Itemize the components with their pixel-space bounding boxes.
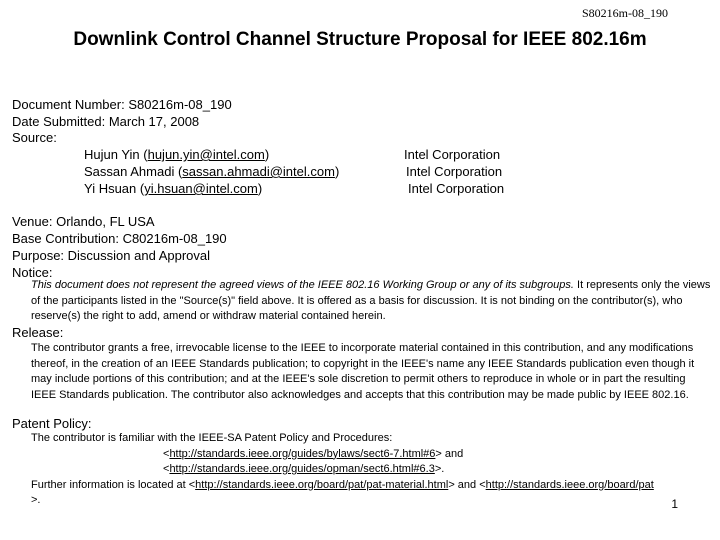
- author-3: [84, 180, 262, 197]
- notice-italic: This document does not represent the agreed views of the IEEE 802.16 Working Group or any of its subgroups.: [31, 279, 574, 291]
- link1-close: > and: [435, 447, 464, 460]
- author-1: [84, 146, 269, 163]
- notice-label: Notice:: [12, 265, 53, 280]
- author-3-name: Yi Hsuan (: [84, 181, 145, 196]
- patent-label: Patent Policy:: [12, 416, 92, 431]
- bylaws-link[interactable]: http://standards.ieee.org/guides/bylaws/sect6-7.html#6: [169, 447, 436, 460]
- further-end: >.: [31, 494, 41, 506]
- further-mid: > and <: [448, 478, 486, 491]
- page-number: 1: [671, 497, 678, 511]
- author-2: [84, 163, 339, 180]
- document-number: Document Number: S80216m-08_190: [12, 97, 232, 112]
- author-1-email-link[interactable]: hujun.yin@intel.com: [147, 147, 265, 162]
- author-1-name: Hujun Yin (: [84, 147, 148, 162]
- release-label: Release:: [12, 325, 64, 340]
- patent-further: [31, 479, 654, 507]
- page-title: Downlink Control Channel Structure Proposal for IEEE 802.16m: [73, 29, 647, 50]
- author-2-org: Intel Corporation: [406, 164, 503, 179]
- base-contribution: Base Contribution: C80216m-08_190: [12, 231, 227, 246]
- patent-line1: The contributor is familiar with the IEEE-SA Patent Policy and Procedures:: [31, 432, 393, 444]
- notice-text: [31, 278, 711, 325]
- document-id-header: S80216m-08_190: [581, 6, 668, 20]
- link1-open: <: [163, 447, 170, 460]
- author-2-tail: ): [334, 164, 340, 179]
- date-submitted: Date Submitted: March 17, 2008: [12, 114, 200, 129]
- author-1-tail: ): [264, 147, 270, 162]
- author-3-tail: ): [257, 181, 263, 196]
- further-pre: Further information is located at <: [31, 478, 196, 491]
- pat-material-link[interactable]: http://standards.ieee.org/board/pat/pat-material.html: [195, 478, 449, 491]
- purpose: Purpose: Discussion and Approval: [12, 248, 211, 263]
- author-2-email-link[interactable]: sassan.ahmadi@intel.com: [182, 164, 335, 179]
- patent-text: [31, 431, 717, 509]
- notice-rest: It represents only the views of the participants listed in the "Source(s)" field above. It is offered as a basis for discussion. It is not binding on the contributor(s), who reserve(s) the right to add, amend or withdraw material contained herein.: [31, 279, 711, 322]
- link2-open: <: [163, 463, 170, 475]
- release-text: The contributor grants a free, irrevocable license to the IEEE to incorporate material contained in this contribution, and any modifications thereof, in the creation of an IEEE Standards publication; to copyright in the IEEE's name any IEEE Standards publication even though it may include portions of this contribution; and at the IEEE's sole discretion to permit others to reproduce in whole or in part the resulting IEEE Standards publication. The contributor also acknowledges and accepts that this contribution may be made public by IEEE 802.16.: [31, 342, 695, 401]
- source-label: Source:: [12, 130, 57, 145]
- patent-link1-line: [31, 447, 717, 463]
- author-1-org: Intel Corporation: [404, 147, 501, 162]
- patent-link2-line: [31, 462, 717, 478]
- link2-close: >.: [434, 463, 445, 475]
- board-pat-link[interactable]: http://standards.ieee.org/board/pat: [485, 478, 654, 491]
- author-2-name: Sassan Ahmadi (: [84, 164, 183, 179]
- author-3-org: Intel Corporation: [408, 181, 505, 196]
- venue: Venue: Orlando, FL USA: [12, 214, 155, 229]
- opman-link[interactable]: http://standards.ieee.org/guides/opman/sect6.html#6.3: [169, 463, 435, 475]
- author-3-email-link[interactable]: yi.hsuan@intel.com: [144, 181, 258, 196]
